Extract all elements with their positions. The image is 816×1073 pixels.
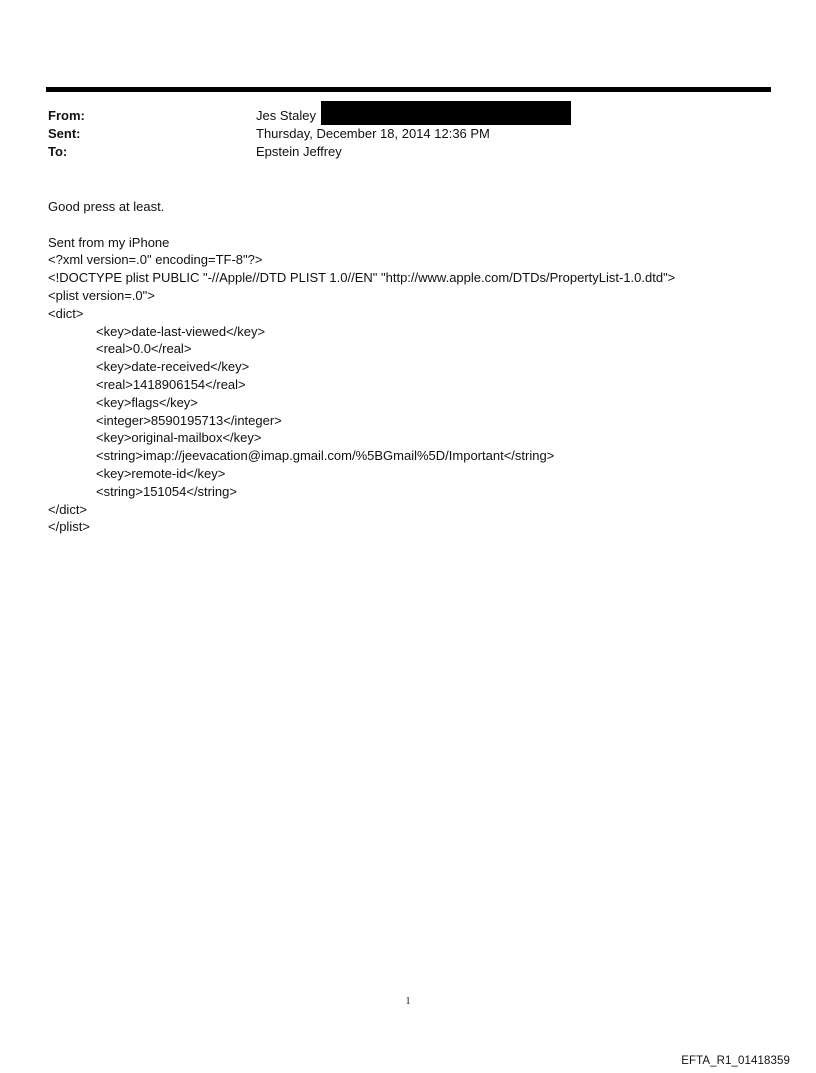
dict-entry-line: <real>0.0</real> — [96, 341, 192, 357]
from-label: From: — [48, 108, 85, 123]
dict-open-line: <dict> — [48, 305, 84, 321]
dict-entry-line: <key>date-received</key> — [96, 359, 250, 375]
from-value: Jes Staley — [256, 108, 316, 123]
sent-value: Thursday, December 18, 2014 12:36 PM — [256, 126, 490, 141]
email-header — [48, 107, 768, 161]
dict-entry-line: <string>151054</string> — [96, 483, 237, 499]
dict-entry-line: <key>date-last-viewed</key> — [96, 323, 266, 339]
dict-entry-line: <real>1418906154</real> — [96, 376, 246, 392]
dict-close-line: </dict> — [48, 501, 88, 517]
to-value: Epstein Jeffrey — [256, 144, 342, 159]
greeting-line: Good press at least. — [48, 199, 165, 214]
dict-entry-line: <string>imap://jeevacation@imap.gmail.com/%5BGmail%5D/Important</string> — [96, 448, 555, 464]
to-label: To: — [48, 144, 68, 159]
dict-entry-line: <integer>8590195713</integer> — [96, 412, 282, 428]
dict-entry-line: <key>remote-id</key> — [96, 465, 226, 481]
signature-line: Sent from my iPhone — [48, 234, 170, 250]
dict-entry-line: <key>flags</key> — [96, 394, 198, 410]
xml-declaration-line: <?xml version=.0" encoding=TF-8"?> — [48, 252, 263, 268]
sent-row — [48, 125, 768, 143]
page-number: 1 — [405, 996, 411, 1007]
bates-number: EFTA_R1_01418359 — [681, 1055, 790, 1067]
sent-label: Sent: — [48, 126, 81, 141]
redaction-box — [321, 101, 571, 125]
header-rule — [46, 87, 771, 92]
email-body — [48, 198, 788, 536]
from-row — [48, 107, 768, 125]
plist-close-line: </plist> — [48, 519, 90, 535]
plist-open-line: <plist version=.0"> — [48, 287, 155, 303]
dict-entry-line: <key>original-mailbox</key> — [96, 430, 262, 446]
to-row — [48, 143, 768, 161]
doctype-line: <!DOCTYPE plist PUBLIC "-//Apple//DTD PLIST 1.0//EN" "http://www.apple.com/DTDs/PropertyList-1.0.dtd"> — [48, 270, 676, 286]
blank-line — [48, 216, 788, 234]
